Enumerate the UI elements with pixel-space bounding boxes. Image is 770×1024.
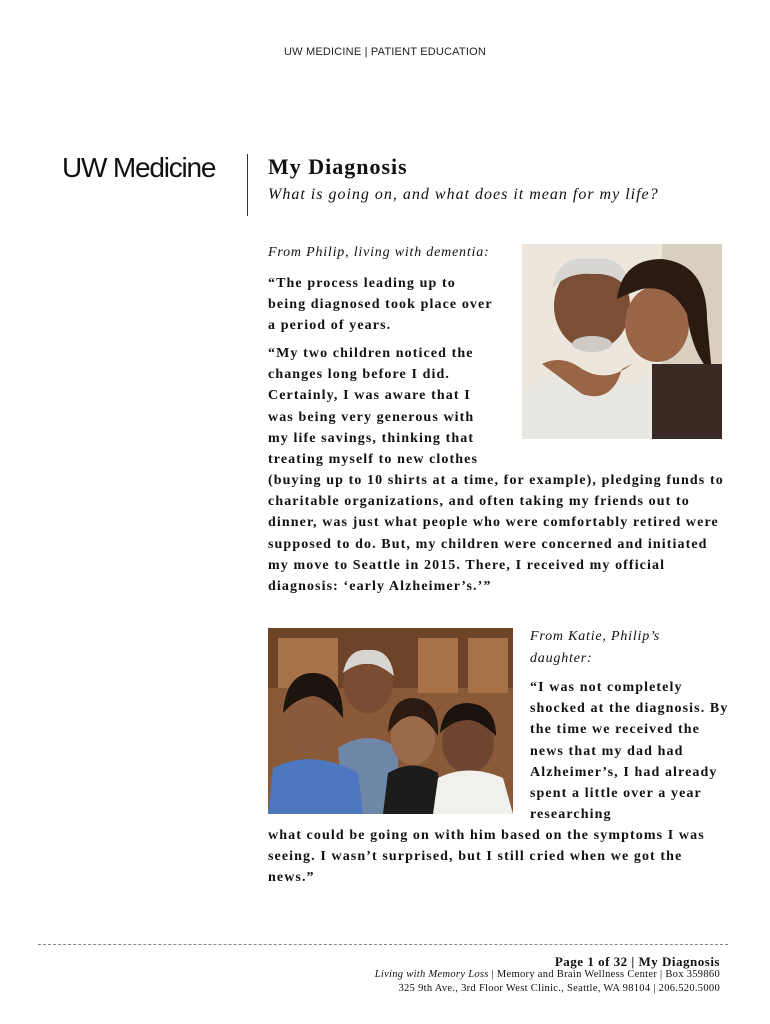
footer-series-title: Living with Memory Loss: [374, 969, 489, 980]
footer-line-1: [300, 969, 720, 980]
page-subtitle: What is going on, and what does it mean for my life?: [268, 186, 659, 203]
title-divider: [247, 154, 248, 216]
photo-family-group: [268, 628, 513, 814]
uw-medicine-logo: UW Medicine: [62, 152, 216, 183]
footer-address: 325 9th Ave., 3rd Floor West Clinic., Seattle, WA 98104 | 206.520.5000: [398, 983, 720, 994]
page-number: Page 1 of 32 | My Diagnosis: [554, 954, 720, 969]
header-bar: UW MEDICINE | PATIENT EDUCATION: [284, 46, 486, 58]
philip-quote-paragraph-1: “The process leading up to being diagnosed took place over a period of years.: [268, 276, 493, 334]
photo-grandfather-granddaughter: [522, 244, 722, 439]
katie-quote-paragraph-continued: what could be going on with him based on the symptoms I was seeing. I wasn’t surprised, but I still cried when we got the news.”: [268, 828, 705, 886]
katie-quote-paragraph: “I was not completely shocked at the diagnosis. By the time we received the news that my dad had Alzheimer’s, I had already spent a little over a year researching: [530, 680, 729, 823]
philip-attribution: From Philip, living with dementia:: [268, 245, 490, 260]
philip-quote-paragraph-2-continued: (buying up to 10 shirts at a time, for example), pledging funds to charitable organizations, and often taking my friends out to dinner, was just what people who were comfortably retired were supposed to do. But, my children were concerned and initiated my move to Seattle in 2015. There, I received my official diagnosis: ‘early Alzheimer’s.’”: [268, 473, 724, 595]
page-title: My Diagnosis: [268, 154, 408, 179]
footer-divider: [38, 944, 728, 945]
katie-attribution: From Katie, Philip’s daughter:: [530, 629, 660, 666]
philip-quote-paragraph-2: “My two children noticed the changes long before I did. Certainly, I was aware that I was being very generous with my life savings, thinking that treating myself to new clothes: [268, 346, 479, 468]
footer-center-info: | Memory and Brain Wellness Center | Box 359860: [488, 969, 720, 980]
